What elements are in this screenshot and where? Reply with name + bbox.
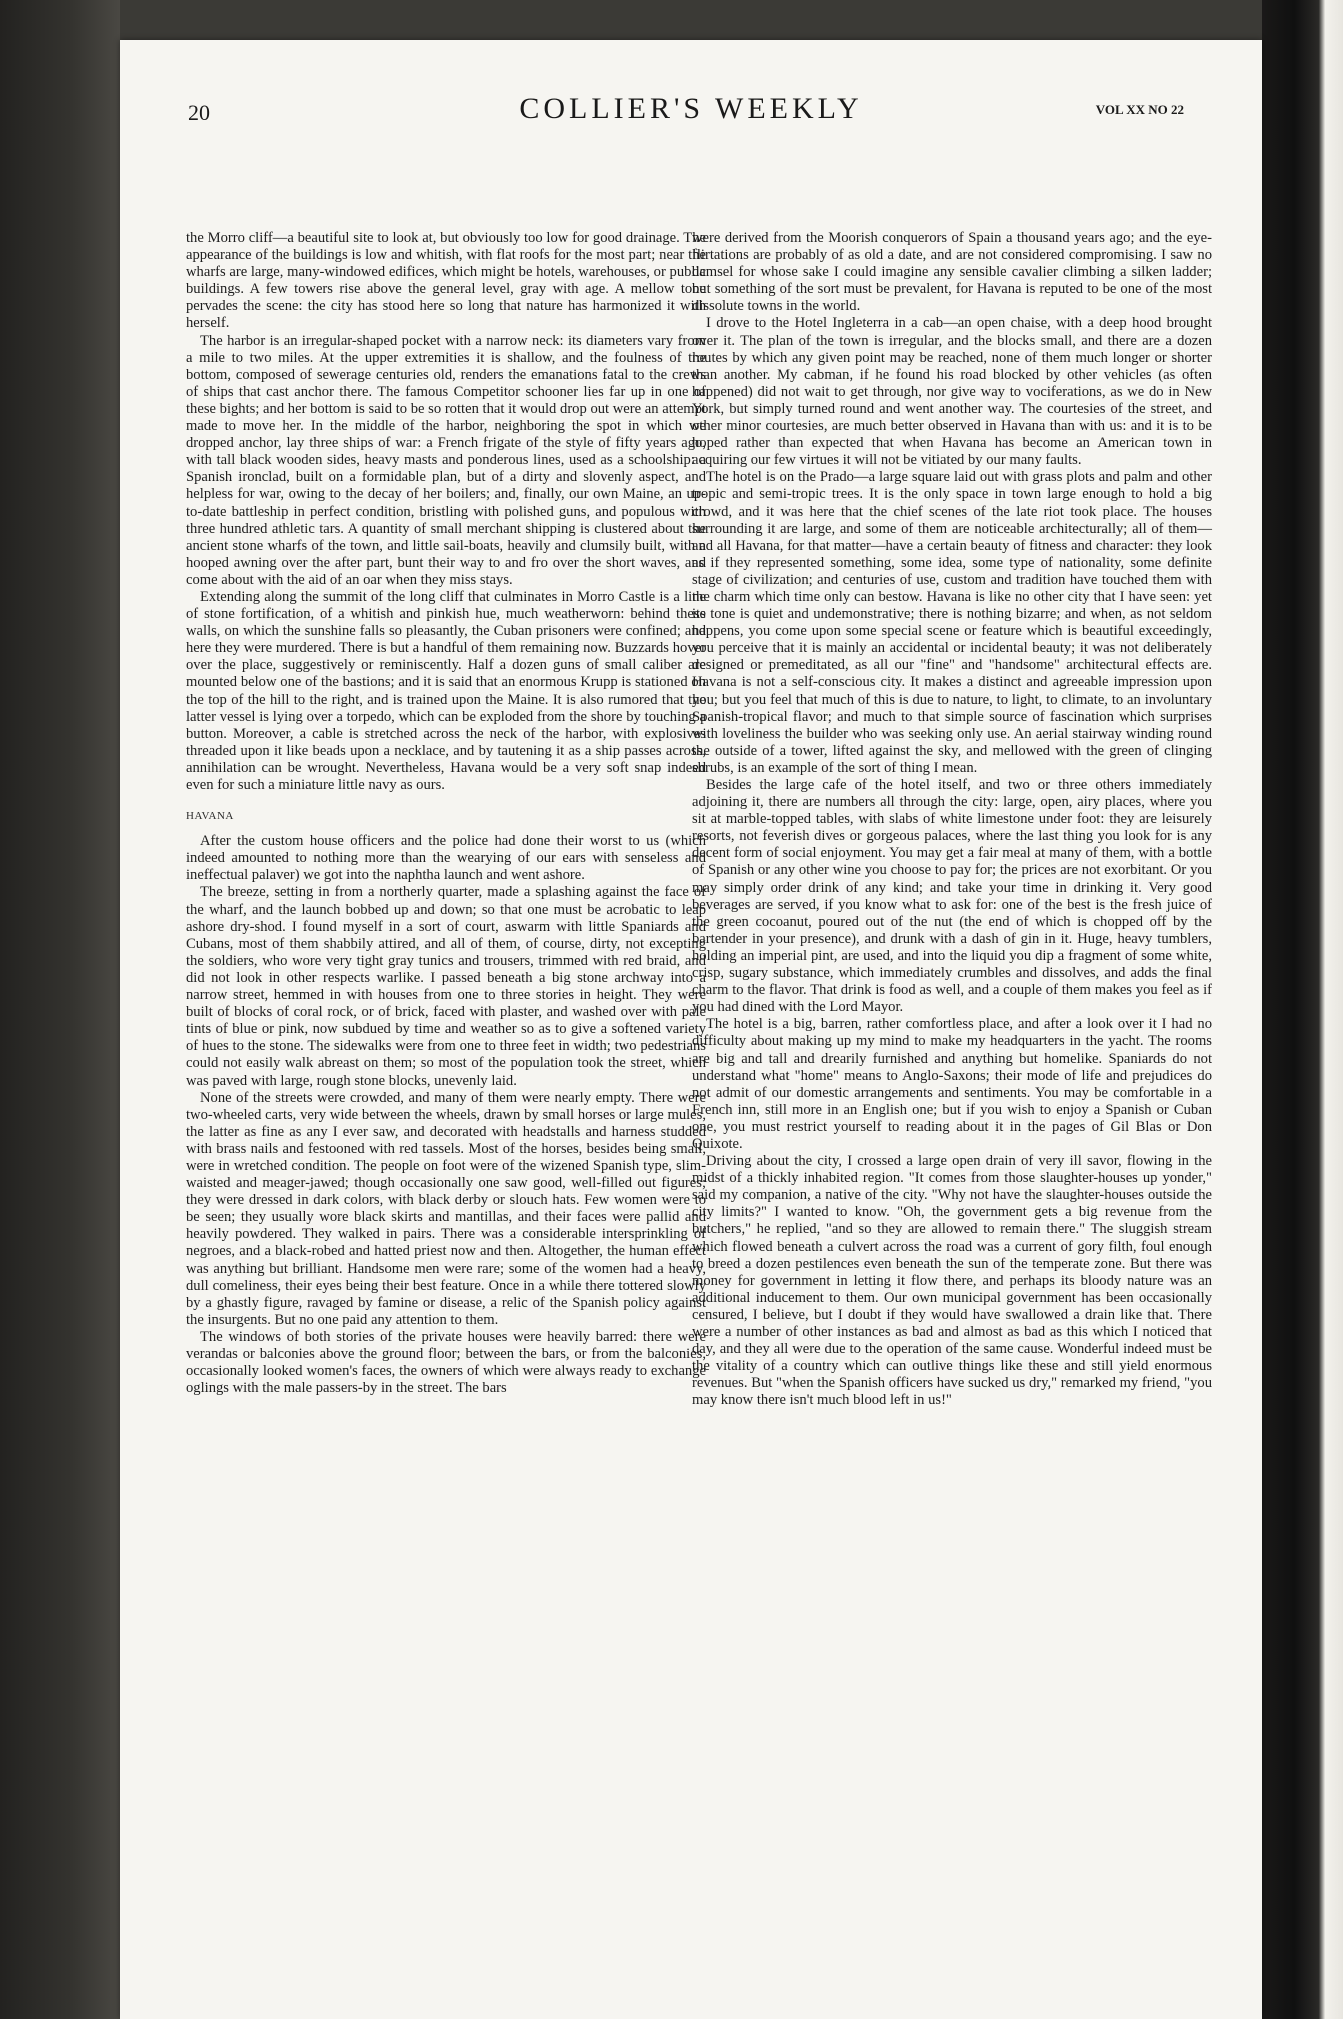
left-column — [186, 230, 706, 1397]
volume-issue: VOL XX NO 22 — [1095, 102, 1184, 117]
right-column — [692, 230, 1212, 1409]
paragraph: the Morro cliff—a beautiful site to look at, but obviously too low for good drainage. The appearance of the buildings is low and whitish, with flat roofs for the most part; near the wharfs are large, many-windowed edifices, which might be hotels, warehouses, or public buildings. A few towers rise above the general level, gray with age. A mellow tone pervades the scene: the city has stood here so long that nature has harmonized it with herself. — [186, 230, 706, 332]
paragraph: The breeze, setting in from a northerly quarter, made a splashing against the face of the wharf, and the launch bobbed up and down; so that one must be acrobatic to leap ashore dry-shod. I found myself in a sort of court, aswarm with little Spaniards and Cubans, most of them shabbily attired, and all of them, of course, dirty, not excepting the soldiers, who wore very tight gray tunics and trousers, trimmed with red braid, and did not look in other respects warlike. I passed beneath a big stone archway into a narrow street, hemmed in with houses from one to three stories in height. They were built of blocks of coral rock, or of brick, faced with plaster, and washed over with pale tints of blue or pink, now subdued by time and weather so as to give a softened variety of hues to the stone. The sidewalks were from one to three feet in width; two pedestrians could not easily walk abreast on them; so most of the population took the street, which was paved with large, rough stone blocks, unevenly laid. — [186, 884, 706, 1089]
magazine-page — [120, 40, 1262, 2019]
paragraph: The hotel is on the Prado—a large square laid out with grass plots and palm and other tropic and semi-tropic trees. It is the only space in town large enough to hold a big crowd, and it was here that the chief scenes of the late riot took place. The houses surrounding it are large, and some of them are noticeable architecturally; all of them—and all Havana, for that matter—have a certain beauty of fitness and character: they look as if they represented something, some idea, some type of nationality, some definite stage of civilization; and centuries of use, custom and tradition have touched them with the charm which time only can bestow. Havana is like no other city that I have seen: yet its tone is quiet and undemonstrative; there is nothing bizarre; and when, as not seldom happens, you come upon some special scene or feature which is beautiful exceedingly, you perceive that it is mainly an accidental or incidental beauty; it was not deliberately designed or premeditated, as all our "fine" and "handsome" architectural effects are. Havana is not a self-conscious city. It makes a distinct and agreeable impression upon you; but you feel that much of this is due to nature, to light, to climate, to an involuntary Spanish-tropical flavor; and much to that simple source of fascination which surprises with loveliness the builder who was seeking only use. An aerial stairway winding round the outside of a tower, lifted against the sky, and mellowed with the green of clinging shrubs, is an example of the sort of thing I mean. — [692, 469, 1212, 776]
paragraph: I drove to the Hotel Ingleterra in a cab—an open chaise, with a deep hood brought over it. The plan of the town is irregular, and the blocks small, and there are a dozen routes by which any given point may be reached, none of them much longer or shorter than another. My cabman, if he found his road blocked by other vehicles (as often happened) did not wait to get through, nor give way to vociferations, as we do in New York, but simply turned round and went another way. The courtesies of the street, and other minor courtesies, are much better observed in Havana than with us: and it is to be hoped rather than expected that when Havana has become an American town in acquiring our few virtues it will not be vitiated by our many faults. — [692, 315, 1212, 469]
paragraph: Driving about the city, I crossed a large open drain of very ill savor, flowing in the midst of a thickly inhabited region. "It comes from those slaughter-houses up yonder," said my companion, a native of the city. "Why not have the slaughter-houses outside the city limits?" I wanted to know. "Oh, the government gets a big revenue from the butchers," he replied, "and so they are allowed to remain there." The sluggish stream which flowed beneath a culvert across the road was a current of gory filth, foul enough to breed a dozen pestilences even beneath the sun of the temperate zone. But there was money for government in letting it flow there, and perhaps its bloody nature was an additional inducement to them. Our own municipal government has been occasionally censured, I believe, but I doubt if they would have swallowed a drain like that. There were a number of other instances as bad and almost as bad as this which I noticed that day, and they all were due to the operation of the same cause. Wonderful indeed must be the vitality of a country which can outlive things like these and still yield enormous revenues. But "when the Spanish officers have sucked us dry," remarked my friend, "you may know there isn't much blood left in us!" — [692, 1153, 1212, 1409]
paragraph: Besides the large cafe of the hotel itself, and two or three others immediately adjoining it, there are numbers all through the city: large, open, airy places, where you sit at marble-topped tables, with slabs of white limestone under foot: they are leisurely resorts, not feverish dives or gorgeous palaces, where the last thing you look for is any decent form of social enjoyment. You may get a fair meal at many of them, with a bottle of Spanish or any other wine you choose to pay for; the prices are not exorbitant. Or you may simply order drink of any kind; and take your time in drinking it. Very good beverages are served, if you know what to ask for: one of the best is the fresh juice of the green cocoanut, poured out of the nut (the end of which is chopped off by the bartender in your presence), and drunk with a dash of gin in it. Huge, heavy tumblers, holding an imperial pint, are used, and into the liquid you dip a fragment of some white, crisp, sugary substance, which immediately crumbles and dissolves, and adds the final charm to the flavor. That drink is food as well, and a couple of them makes you feel as if you had dined with the Lord Mayor. — [692, 777, 1212, 1016]
paragraph: Extending along the summit of the long cliff that culminates in Morro Castle is a line of stone fortification, of a whitish and pinkish hue, much weatherworn: behind these walls, on which the sunshine falls so pleasantly, the Cuban prisoners were confined; and here they were murdered. There is but a handful of them remaining now. Buzzards hover over the place, suggestively or reminiscently. Half a dozen guns of small caliber are mounted below one of the bastions; and it is said that an enormous Krupp is stationed on the top of the hill to the right, and is trained upon the Maine. It is also rumored that the latter vessel is lying over a torpedo, which can be exploded from the shore by touching a button. Moreover, a cable is stretched across the neck of the harbor, with explosives threaded upon it like beads upon a necklace, and by tautening it as a ship passes across, annihilation can be wrought. Nevertheless, Havana would be a very soft snap indeed even for such a miniature little navy as ours. — [186, 588, 706, 793]
paragraph: None of the streets were crowded, and many of them were nearly empty. There were two-wheeled carts, very wide between the wheels, drawn by small horses or large mules, the latter as fine as any I ever saw, and decorated with headstalls and harness studded with brass nails and festooned with red tassels. Most of the horses, besides being small, were in wretched condition. The people on foot were of the wizened Spanish type, slim-waisted and meager-jawed; though occasionally one saw good, well-filled out figures; they were dressed in dark colors, with black derby or slouch hats. Few women were to be seen; they usually wore black skirts and mantillas, and their faces were pallid and heavily powdered. They walked in pairs. There was a considerable intersprinkling of negroes, and a black-robed and hatted priest now and then. Altogether, the human effect was anything but brilliant. Handsome men were rare; some of the women had a heavy, dull comeliness, their eyes being their best feature. Once in a while there tottered slowly by a ghastly figure, ravaged by famine or disease, a relic of the Spanish policy against the insurgents. But no one paid any attention to them. — [186, 1089, 706, 1328]
section-heading: HAVANA — [186, 810, 234, 823]
paragraph: The hotel is a big, barren, rather comfortless place, and after a look over it I had no difficulty about making up my mind to make my headquarters in the yacht. The rooms are big and tall and drearily furnished and anything but homelike. Spaniards do not understand what "home" means to Anglo-Saxons; their mode of life and prejudices do not admit of our domestic arrangements and sentiments. You may be comfortable in a French inn, still more in an English one; but if you wish to enjoy a Spanish or Cuban one, you must restrict yourself to reading about it in the pages of Gil Blas or Don Quixote. — [692, 1016, 1212, 1152]
scan-background-right — [1262, 0, 1343, 2019]
scan-background-left — [0, 0, 120, 2019]
paragraph: The harbor is an irregular-shaped pocket with a narrow neck: its diameters vary from a mile to two miles. At the upper extremities it is shallow, and the foulness of the bottom, composed of sewerage centuries old, renders the emanations fatal to the crews of ships that cast anchor there. The famous Competitor schooner lies far up in one of these bights; and her bottom is said to be so rotten that it would drop out were an attempt made to move her. In the middle of the harbor, neighboring the spot in which we dropped anchor, lay three ships of war: a French frigate of the style of fifty years ago, with tall black wooden sides, heavy masts and ponderous lines, used as a schoolship: a Spanish ironclad, built on a formidable plan, but of a dirty and slovenly aspect, and helpless for war, owing to the decay of her boilers; and, finally, our own Maine, an up-to-date battleship in perfect condition, bristling with polished guns, and populous with three hundred athletic tars. A quantity of small merchant shipping is clustered about the ancient stone wharfs of the town, and little sail-boats, heavily and clumsily built, with a hooped awning over the after part, bunt their way to and fro over the short waves, and come about with the aid of an oar when they miss stays. — [186, 332, 706, 588]
paragraph: were derived from the Moorish conquerors of Spain a thousand years ago; and the eye-flirtations are probably of as old a date, and are not considered compromising. I saw no damsel for whose sake I could imagine any sensible cavalier climbing a silken ladder; but something of the sort must be prevalent, for Havana is reputed to be one of the most dissolute towns in the world. — [692, 230, 1212, 315]
page-number: 20 — [188, 100, 210, 125]
paragraph: After the custom house officers and the police had done their worst to us (which indeed amounted to nothing more than the wearying of our ears with senseless and ineffectual palaver) we got into the naphtha launch and went ashore. — [186, 833, 706, 884]
masthead-title: COLLIER'S WEEKLY — [519, 92, 863, 125]
paragraph: The windows of both stories of the private houses were heavily barred: there were verandas or balconies above the ground floor; between the bars, or from the balconies, occasionally looked women's faces, the owners of which were always ready to exchange oglings with the male passers-by in the street. The bars — [186, 1328, 706, 1397]
